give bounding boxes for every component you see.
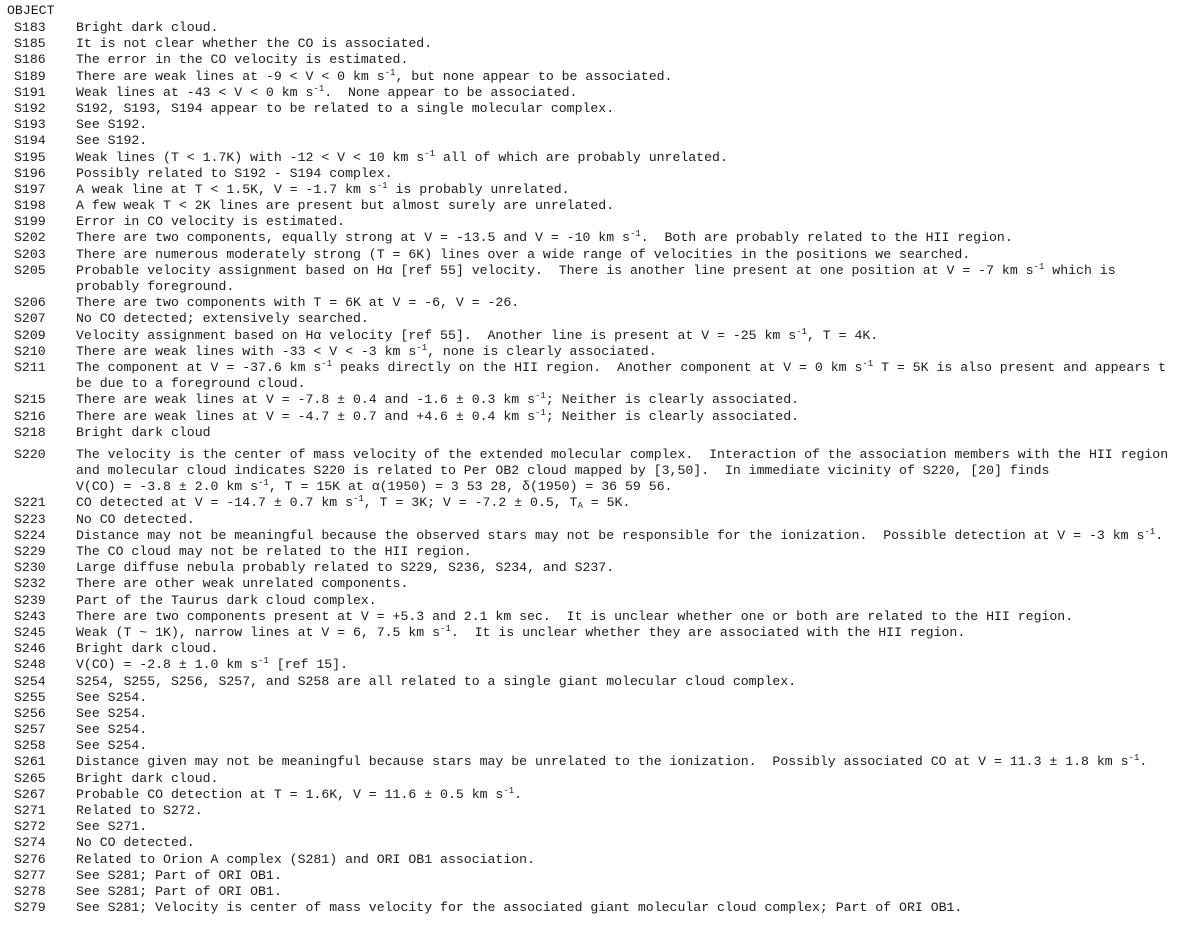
object-id: S272 bbox=[14, 819, 46, 835]
note-text: There are numerous moderately strong (T = 6K) lines over a wide range of velocities in the positions we searched. bbox=[76, 246, 971, 262]
object-id: S221 bbox=[14, 495, 46, 511]
note-row bbox=[7, 868, 1168, 884]
note-text: S192, S193, S194 appear to be related to a single molecular complex. bbox=[76, 100, 615, 116]
object-id: S197 bbox=[14, 181, 46, 197]
object-id: S245 bbox=[14, 624, 46, 640]
note-row bbox=[7, 36, 1168, 52]
object-id: S199 bbox=[14, 214, 46, 230]
note-text: See S281; Velocity is center of mass velocity for the associated giant molecular cloud complex; Part of ORI OB1. bbox=[76, 900, 963, 916]
note-row bbox=[7, 544, 1168, 560]
object-id: S216 bbox=[14, 408, 46, 424]
note-text: Related to Orion A complex (S281) and ORI OB1 association. bbox=[76, 851, 535, 867]
note-text: See S254. bbox=[76, 722, 148, 738]
object-id: S232 bbox=[14, 576, 46, 592]
note-continuation: V(CO) = -3.8 ± 2.0 km $s^{-1}$, T = 15K at α(1950) = 3 53 28, δ(1950) = 36 59 56. bbox=[76, 478, 673, 495]
object-id: S257 bbox=[14, 722, 46, 738]
note-text: There are two components with T = 6K at V = -6, V = -26. bbox=[76, 295, 520, 311]
note-row bbox=[7, 230, 1168, 246]
note-text: V(CO) = -2.8 ± 1.0 km $s^{-1}$ [ref 15]. bbox=[76, 656, 348, 673]
object-id: S194 bbox=[14, 133, 46, 149]
object-id: S258 bbox=[14, 738, 46, 754]
note-row bbox=[7, 495, 1168, 511]
object-id: S185 bbox=[14, 36, 46, 52]
object-id: S198 bbox=[14, 198, 46, 214]
object-id: S278 bbox=[14, 883, 46, 899]
object-id: S261 bbox=[14, 754, 46, 770]
object-id: S205 bbox=[14, 262, 46, 278]
note-text: No CO detected. bbox=[76, 511, 195, 527]
note-text: Probable CO detection at T = 1.6K, V = 11.6 ± 0.5 km $s^{-1}$. bbox=[76, 785, 523, 802]
note-text: There are weak lines at V = -4.7 ± 0.7 and +4.6 ± 0.4 km $s^{-1}$; Neither is clearly associated. bbox=[76, 407, 800, 424]
object-id: S203 bbox=[14, 246, 46, 262]
object-id: S218 bbox=[14, 424, 46, 440]
note-text: There are weak lines with -33 < V < -3 km $s^{-1}$, none is clearly associated. bbox=[76, 342, 657, 359]
note-row bbox=[7, 425, 1168, 441]
note-row bbox=[7, 311, 1168, 327]
object-id: S230 bbox=[14, 560, 46, 576]
note-row bbox=[7, 852, 1168, 868]
object-id: S229 bbox=[14, 544, 46, 559]
note-row bbox=[7, 771, 1168, 787]
note-text: Part of the Taurus dark cloud complex. bbox=[76, 592, 377, 608]
note-row bbox=[7, 787, 1168, 803]
note-text: The component at V = -37.6 km $s^{-1}$ peaks directly on the HII region. Another component at V = 0 km $s^{-1}$ T = 5K is also present and appears t bbox=[76, 358, 1166, 375]
note-text: Probable velocity assignment based on Hα [ref 55] velocity. There is another line present at one position at V = -7 km $s^{-1}$ which is bbox=[76, 261, 1116, 278]
note-row bbox=[7, 803, 1168, 819]
note-text: See S281; Part of ORI OB1. bbox=[76, 883, 282, 899]
note-row bbox=[7, 738, 1168, 754]
object-notes-list bbox=[7, 20, 1168, 916]
note-text: No CO detected; extensively searched. bbox=[76, 311, 369, 327]
note-row bbox=[7, 85, 1168, 101]
object-id: S256 bbox=[14, 705, 46, 721]
object-id: S215 bbox=[14, 392, 46, 408]
note-row bbox=[7, 150, 1168, 166]
note-row bbox=[7, 409, 1168, 425]
note-text: Bright dark cloud. bbox=[76, 20, 219, 35]
note-text: It is not clear whether the CO is associated. bbox=[76, 36, 433, 52]
note-continuation: be due to a foreground cloud. bbox=[76, 376, 306, 392]
note-text: S254, S255, S256, S257, and S258 are all related to a single giant molecular cloud complex. bbox=[76, 673, 797, 689]
object-id: S274 bbox=[14, 835, 46, 851]
note-text: CO detected at V = -14.7 ± 0.7 km $s^{-1}$, T = 3K; V = -7.2 ± 0.5, $T_A = 5K$. bbox=[76, 494, 631, 512]
note-text: Related to S272. bbox=[76, 803, 203, 818]
note-text: Possibly related to S192 - S194 complex. bbox=[76, 165, 393, 181]
object-id: S191 bbox=[14, 84, 46, 100]
note-text: See S271. bbox=[76, 819, 148, 835]
note-text: A weak line at T < 1.5K, V = -1.7 km $s^{-1}$ is probably unrelated. bbox=[76, 180, 570, 197]
object-id: S224 bbox=[14, 527, 46, 543]
object-id: S246 bbox=[14, 641, 46, 657]
note-text: See S254. bbox=[76, 689, 148, 705]
note-row bbox=[7, 101, 1168, 117]
note-row bbox=[7, 328, 1168, 344]
object-id: S192 bbox=[14, 100, 46, 116]
note-text: The CO cloud may not be related to the HII region. bbox=[76, 544, 472, 559]
note-text: There are other weak unrelated components. bbox=[76, 576, 409, 592]
note-row bbox=[7, 722, 1168, 738]
note-text: There are weak lines at -9 < V < 0 km $s^{-1}$, but none appear to be associated. bbox=[76, 67, 673, 84]
note-text: See S254. bbox=[76, 705, 148, 721]
note-text: Distance may not be meaningful because the observed stars may not be responsible for the ionization. Possible detection at V = -3 km $s^{-1}$. bbox=[76, 526, 1164, 543]
note-text: The error in the CO velocity is estimated. bbox=[76, 52, 409, 68]
note-text: No CO detected. bbox=[76, 835, 195, 851]
note-row bbox=[7, 133, 1168, 149]
note-text: There are two components present at V = +5.3 and 2.1 km sec. It is unclear whether one or both are related to the HII region. bbox=[76, 608, 1074, 624]
note-text: Error in CO velocity is estimated. bbox=[76, 214, 346, 230]
object-id: S254 bbox=[14, 673, 46, 689]
note-text: See S281; Part of ORI OB1. bbox=[76, 867, 282, 883]
note-row bbox=[7, 593, 1168, 609]
note-row bbox=[7, 560, 1168, 576]
note-continuation: and molecular cloud indicates S220 is related to Per OB2 cloud mapped by [3,50]. In immediate vicinity of S220, [20] finds bbox=[76, 463, 1050, 479]
object-id: S255 bbox=[14, 689, 46, 705]
note-row bbox=[7, 20, 1168, 36]
object-id: S189 bbox=[14, 68, 46, 84]
note-row bbox=[7, 609, 1168, 625]
object-id: S186 bbox=[14, 52, 46, 68]
object-id: S267 bbox=[14, 786, 46, 802]
note-row bbox=[7, 835, 1168, 851]
note-row bbox=[7, 528, 1168, 544]
note-row bbox=[7, 690, 1168, 706]
note-text: The velocity is the center of mass velocity of the extended molecular complex. Interaction of the association members with the HII region bbox=[76, 446, 1169, 462]
note-continuation: probably foreground. bbox=[76, 279, 235, 294]
note-row bbox=[7, 247, 1168, 263]
note-row bbox=[7, 900, 1168, 916]
note-text: Weak lines at -43 < V < 0 km $s^{-1}$. None appear to be associated. bbox=[76, 83, 578, 100]
note-text: See S192. bbox=[76, 117, 148, 133]
note-row bbox=[7, 182, 1168, 198]
note-text: A few weak T < 2K lines are present but almost surely are unrelated. bbox=[76, 198, 615, 214]
object-id: S207 bbox=[14, 311, 46, 327]
note-text: See S192. bbox=[76, 133, 148, 149]
object-id: S196 bbox=[14, 165, 46, 181]
note-text: Distance given may not be meaningful because stars may be unrelated to the ionization. Possibly associated CO at V = 11.3 ± 1.8 km $s^{-1}$. bbox=[76, 753, 1148, 770]
note-row bbox=[7, 884, 1168, 900]
note-row bbox=[7, 657, 1168, 673]
object-id: S279 bbox=[14, 900, 46, 916]
object-id: S248 bbox=[14, 657, 46, 673]
object-id: S223 bbox=[14, 511, 46, 527]
object-id: S239 bbox=[14, 592, 46, 608]
note-row bbox=[7, 263, 1168, 279]
note-row bbox=[7, 214, 1168, 230]
note-row bbox=[7, 52, 1168, 68]
note-row bbox=[7, 198, 1168, 214]
note-row bbox=[7, 641, 1168, 657]
object-id: S183 bbox=[14, 20, 46, 35]
object-id: S211 bbox=[14, 359, 46, 375]
document-page bbox=[7, 0, 1200, 934]
object-id: S206 bbox=[14, 295, 46, 311]
note-text: Weak (T ~ 1K), narrow lines at V = 6, 7.5 km $s^{-1}$. It is unclear whether they are associated with the HII region. bbox=[76, 623, 966, 640]
note-row bbox=[7, 512, 1168, 528]
note-row bbox=[7, 69, 1168, 85]
note-row bbox=[7, 344, 1168, 360]
note-text: Velocity assignment based on Hα velocity [ref 55]. Another line is present at V = -25 km $s^{-1}$, T = 4K. bbox=[76, 326, 879, 343]
note-row bbox=[7, 674, 1168, 690]
note-row bbox=[7, 447, 1168, 463]
object-id: S220 bbox=[14, 446, 46, 462]
note-row bbox=[7, 576, 1168, 592]
note-row bbox=[7, 295, 1168, 311]
note-row bbox=[7, 392, 1168, 408]
object-id: S193 bbox=[14, 117, 46, 133]
object-id: S209 bbox=[14, 327, 46, 343]
note-text: Bright dark cloud. bbox=[76, 770, 219, 786]
note-row bbox=[7, 819, 1168, 835]
object-id: S202 bbox=[14, 230, 46, 246]
object-id: S277 bbox=[14, 867, 46, 883]
object-id: S243 bbox=[14, 608, 46, 624]
note-text: Bright dark cloud bbox=[76, 424, 211, 440]
object-id: S265 bbox=[14, 770, 46, 786]
note-row bbox=[7, 117, 1168, 133]
object-id: S276 bbox=[14, 851, 46, 867]
column-header-object: OBJECT bbox=[7, 3, 55, 18]
note-row bbox=[7, 706, 1168, 722]
note-text: See S254. bbox=[76, 738, 148, 754]
note-text: Weak lines (T < 1.7K) with -12 < V < 10 km $s^{-1}$ all of which are probably unrelated. bbox=[76, 148, 728, 165]
note-text: There are two components, equally strong at V = -13.5 and V = -10 km $s^{-1}$. Both are probably related to the HII region. bbox=[76, 229, 1013, 246]
note-text: Large diffuse nebula probably related to S229, S236, S234, and S237. bbox=[76, 560, 615, 576]
note-row bbox=[7, 625, 1168, 641]
note-row bbox=[7, 166, 1168, 182]
note-row bbox=[7, 360, 1168, 376]
object-id: S210 bbox=[14, 343, 46, 359]
object-id: S195 bbox=[14, 149, 46, 165]
note-text: There are weak lines at V = -7.8 ± 0.4 and -1.6 ± 0.3 km $s^{-1}$; Neither is clearly associated. bbox=[76, 391, 800, 408]
note-text: Bright dark cloud. bbox=[76, 641, 219, 657]
note-row bbox=[7, 754, 1168, 770]
object-id: S271 bbox=[14, 803, 46, 818]
